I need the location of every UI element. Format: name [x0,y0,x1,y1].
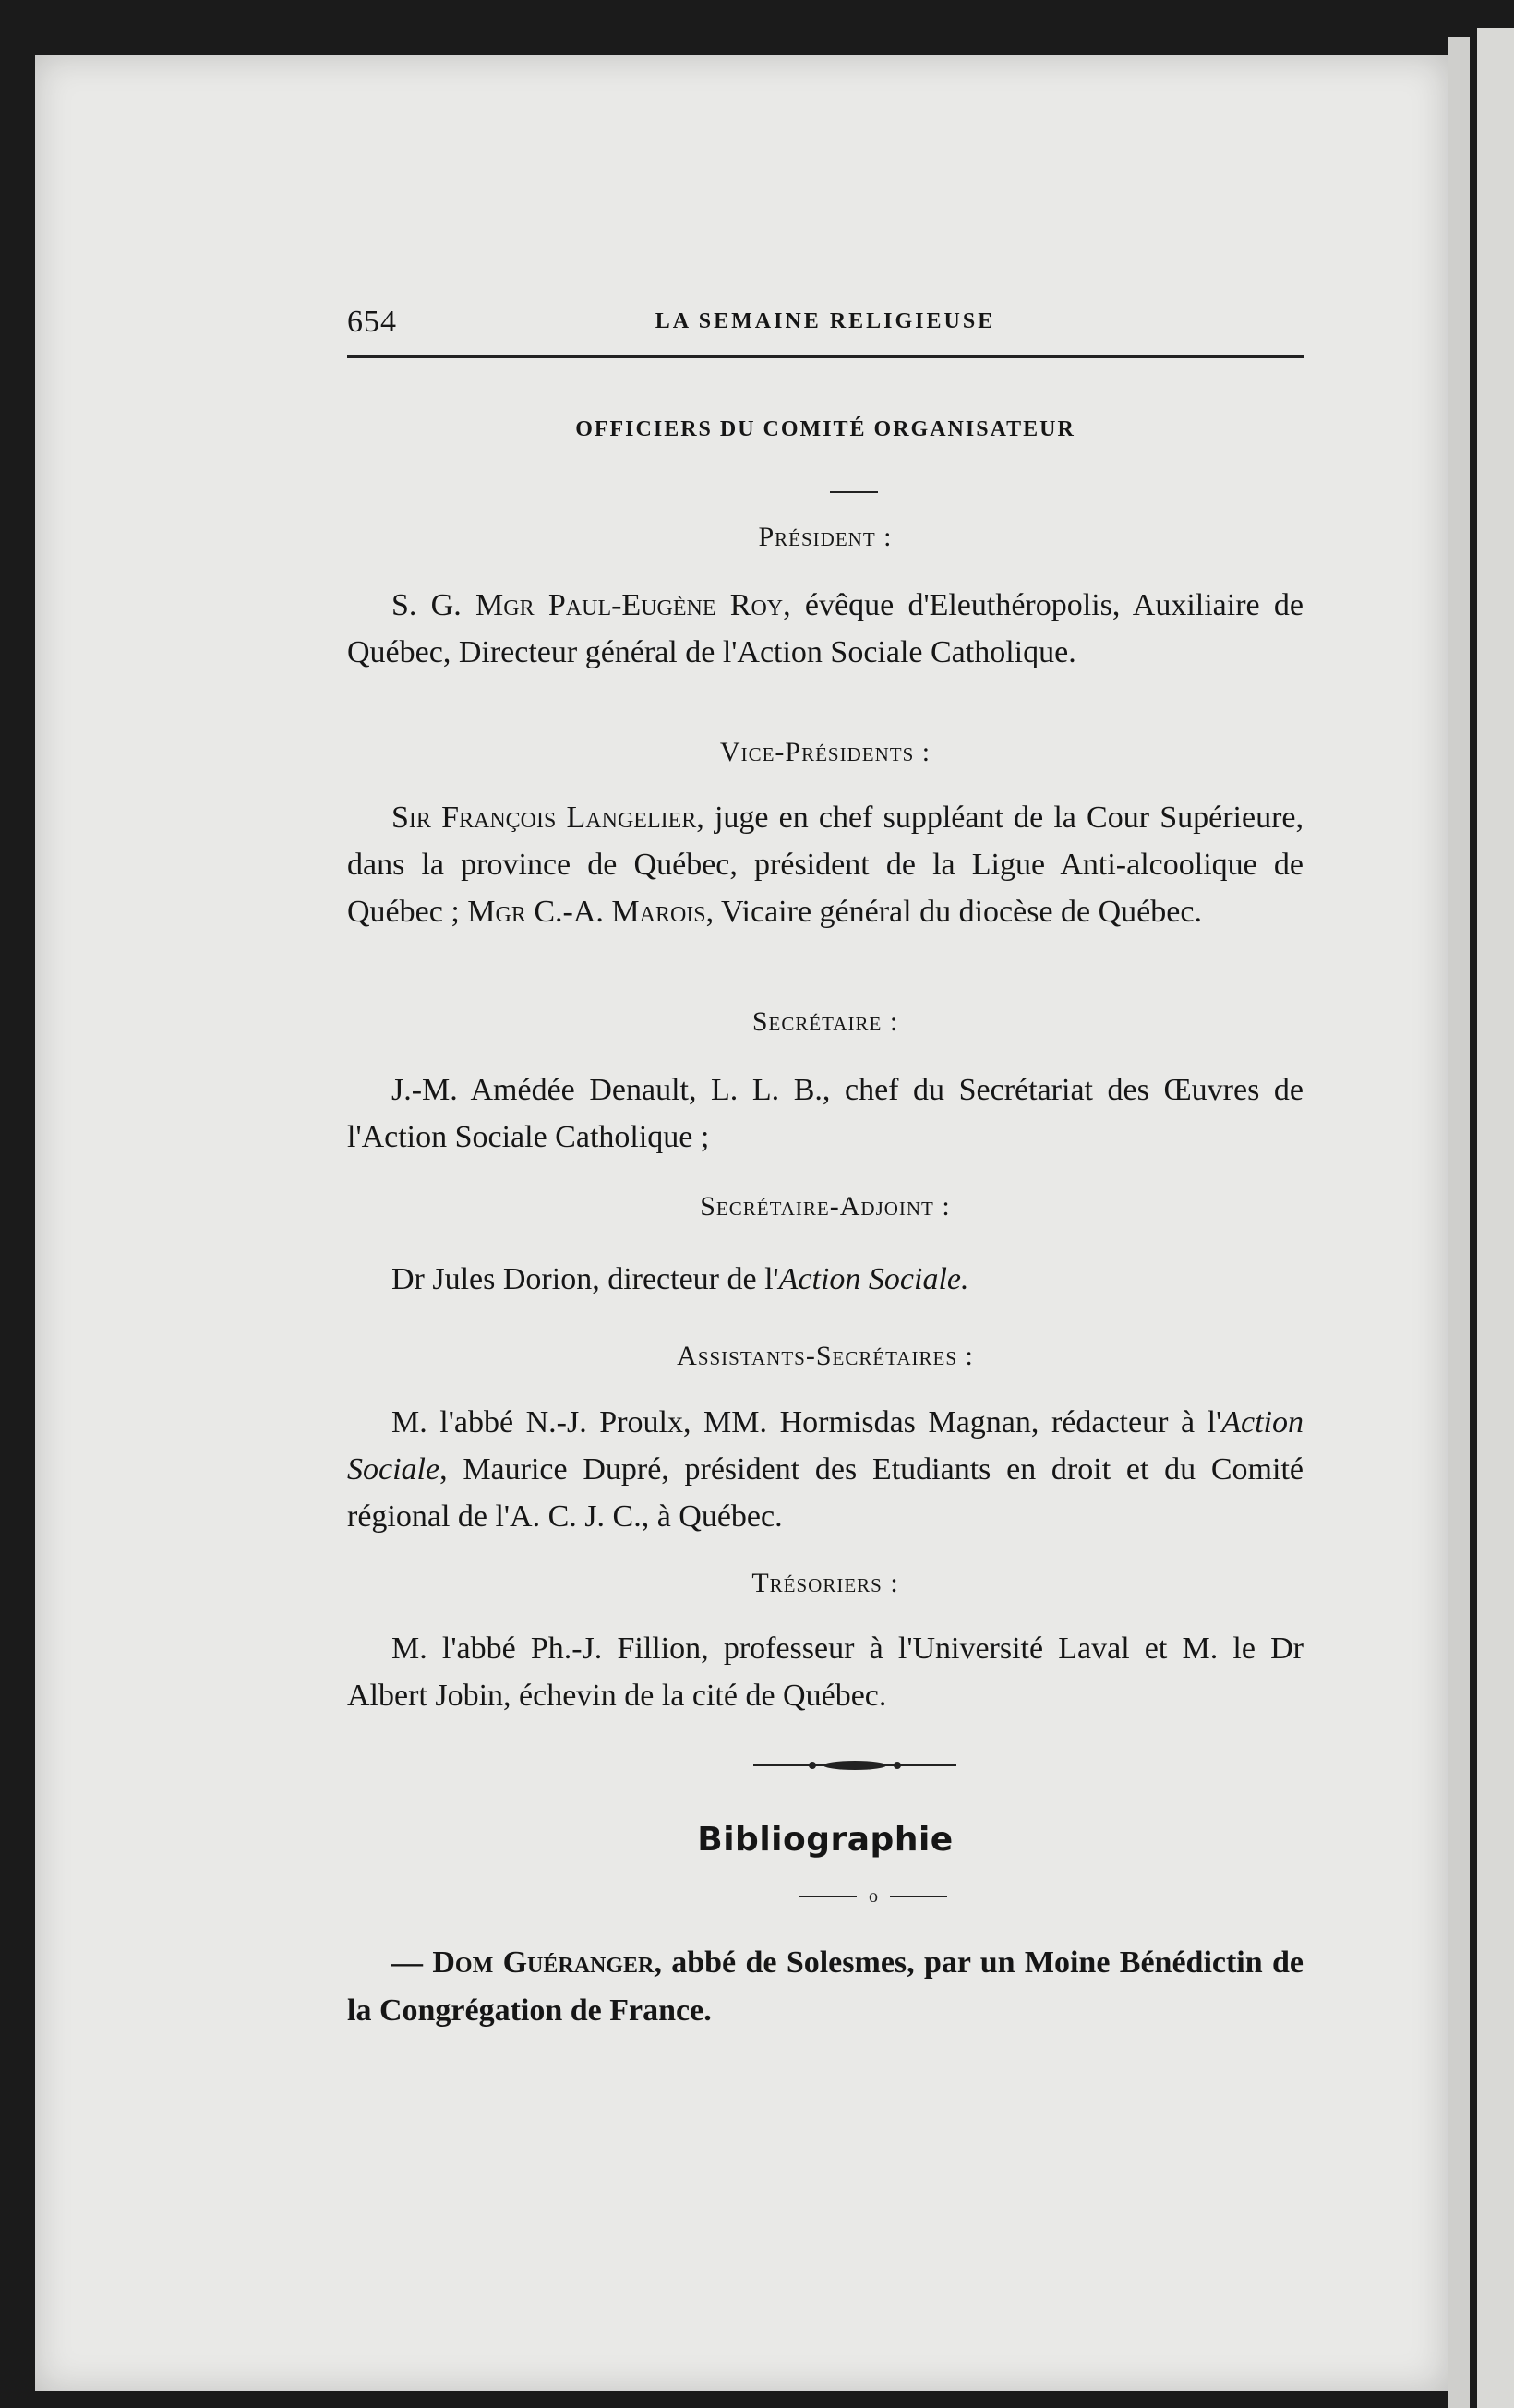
role-secretaire-adjoint: Secrétaire-Adjoint : [700,1191,951,1222]
assistants-text-1: M. l'abbé N.-J. Proulx, MM. Hormisdas Magnan, rédacteur à l' [391,1405,1222,1439]
paragraph-president [347,582,1304,676]
page-sheet [35,55,1448,2391]
bibliography-entry [347,1939,1304,2035]
page-edge [1448,37,1470,2408]
president-text: , évêque d'Eleuthéropolis, Auxiliaire de Québec, Directeur général de l'Action Sociale Catholique. [347,588,1304,669]
paragraph-secretaire-adjoint [347,1256,1304,1303]
entry-dash: — [391,1945,433,1980]
secretaire-adjoint-italic: Action Sociale. [778,1262,969,1296]
next-page-edge [1477,28,1514,2408]
role-president: Président : [758,522,893,552]
paragraph-secretaire: J.-M. Amédée Denault, L. L. B., chef du Secrétariat des Œuvres de l'Action Sociale Catholique ; [347,1073,1304,1154]
vice-president-name-1: Sir François Langelier [391,801,697,835]
role-assistants-secretaires: Assistants-Secrétaires : [677,1341,974,1371]
section-title: OFFICIERS DU COMITÉ ORGANISATEUR [575,417,1075,441]
secretaire-adjoint-text: Dr Jules Dorion, directeur de l' [391,1262,779,1296]
vice-president-text-1: , juge en chef suppléant de la Cour Supérieure, dans la province de Québec, président de la Ligue Anti-alcoolique de Québec ; [347,801,1304,929]
header-rule [347,355,1304,358]
ornament-divider [744,1756,966,1775]
president-prefix: S. G. [391,588,476,622]
running-head [347,254,1304,339]
entry-text: , abbé de Solesmes, par un Moine Bénédictin de la Congrégation de France. [347,1945,1304,2028]
role-vice-presidents: Vice-Présidents : [719,737,931,767]
vice-president-text-2: , Vicaire général du diocèse de Québec. [705,895,1202,929]
journal-title: LA SEMAINE RELIGIEUSE [655,309,996,333]
bibliography-title: Bibliographie [697,1821,954,1859]
page-number: 654 [347,305,397,339]
paragraph-tresoriers: M. l'abbé Ph.-J. Fillion, professeur à l'Université Laval et M. le Dr Albert Jobin, échevin de la cité de Québec. [347,1631,1304,1713]
section-divider [830,491,878,493]
vice-president-name-2: Mgr C.-A. Marois [467,895,706,929]
entry-author: Dom Guéranger [432,1945,655,1980]
bibliography-divider [799,1885,947,1908]
assistants-text-2: , Maurice Dupré, président des Etudiants en droit et du Comité régional de l'A. C. J. C., à Québec. [347,1452,1304,1534]
paragraph-assistants-secretaires [347,1399,1304,1540]
paragraph-vice-presidents [347,794,1304,935]
bibliography-rule-mark: o [869,1886,878,1907]
assistants-italic: Action Sociale [347,1405,1304,1487]
president-name: Mgr Paul-Eugène Roy [475,588,784,622]
role-tresoriers: Trésoriers : [751,1568,899,1598]
role-secretaire: Secrétaire : [751,1006,899,1037]
